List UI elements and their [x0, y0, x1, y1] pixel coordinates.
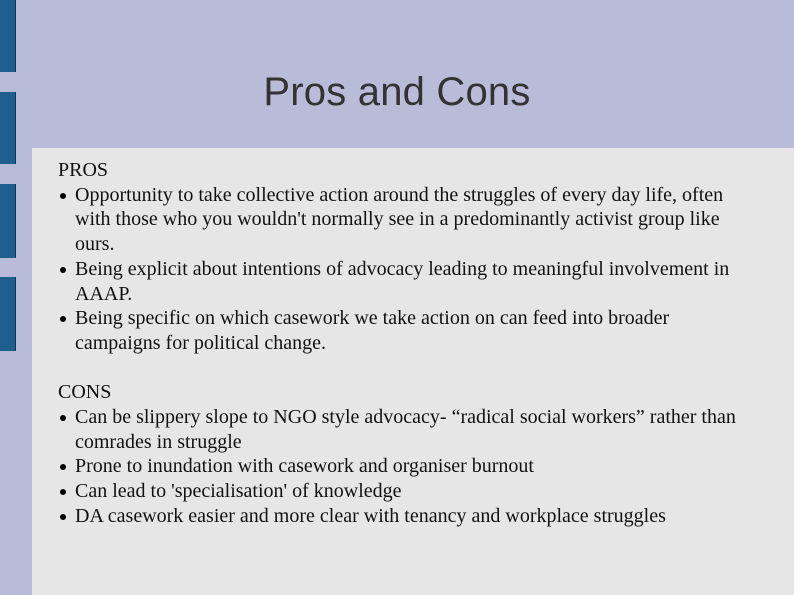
- slide-title: Pros and Cons: [263, 70, 531, 114]
- cons-heading: CONS: [58, 381, 112, 404]
- cons-list-item: Can lead to 'specialisation' of knowledge: [75, 479, 758, 504]
- decorative-side-bar: [0, 184, 16, 258]
- pros-list: [58, 183, 758, 356]
- cons-list-item: DA casework easier and more clear with tenancy and workplace struggles: [75, 504, 758, 529]
- pros-heading: PROS: [58, 159, 109, 181]
- decorative-side-bar: [0, 0, 16, 72]
- pros-list-item: Being specific on which casework we take action on can feed into broader campaigns for political change.: [75, 306, 758, 355]
- cons-list-item: Prone to inundation with casework and organiser burnout: [75, 454, 758, 479]
- cons-list-item: Can be slippery slope to NGO style advocacy- “radical social workers” rather than comrades in struggle: [75, 405, 758, 454]
- pros-list-item: Being explicit about intentions of advocacy leading to meaningful involvement in AAAP.: [75, 257, 758, 306]
- section-spacer: [58, 356, 758, 381]
- cons-list: [58, 405, 758, 529]
- slide-content: [58, 158, 758, 529]
- pros-list-item: Opportunity to take collective action around the struggles of every day life, often with those who you wouldn't normally see in a predominantly activist group like ours.: [75, 183, 758, 257]
- decorative-side-bar: [0, 277, 16, 351]
